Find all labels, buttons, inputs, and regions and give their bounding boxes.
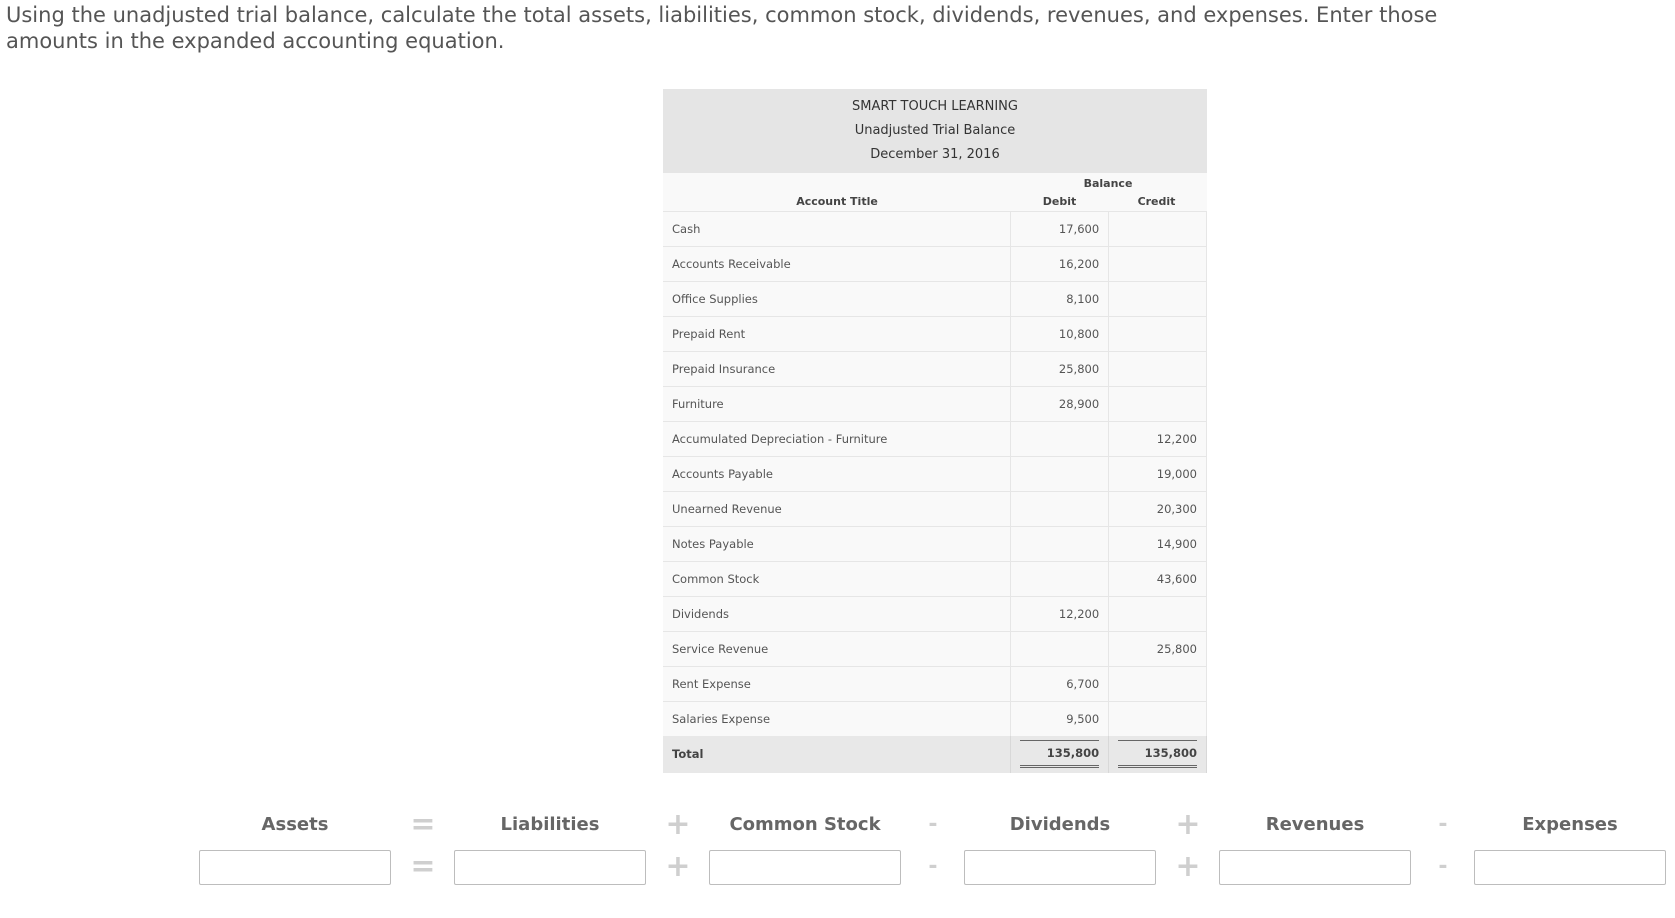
revenues-label: Revenues xyxy=(1265,814,1365,835)
debit-amount xyxy=(1011,562,1109,596)
total-label: Total xyxy=(663,736,1011,773)
balance-group-header: Balance xyxy=(1083,177,1133,190)
plus-sign: + xyxy=(665,807,691,842)
account-name: Accumulated Depreciation - Furniture xyxy=(663,422,1011,456)
expenses-label: Expenses xyxy=(1522,814,1618,835)
account-name: Dividends xyxy=(663,597,1011,631)
debit-amount xyxy=(1011,422,1109,456)
plus-sign: + xyxy=(1175,849,1201,884)
instructions-text: Using the unadjusted trial balance, calculate the total assets, liabilities, common stock, dividends, revenues, and expenses. Enter those amounts in the expanded accounting equation. xyxy=(6,3,1438,53)
account-title-header: Account Title xyxy=(796,195,878,208)
credit-amount xyxy=(1109,597,1207,631)
column-headers xyxy=(663,173,1207,211)
debit-amount: 16,200 xyxy=(1011,247,1109,281)
trial-balance-table xyxy=(663,89,1207,773)
table-row xyxy=(663,386,1207,421)
account-name: Prepaid Rent xyxy=(663,317,1011,351)
table-row xyxy=(663,351,1207,386)
credit-amount xyxy=(1109,212,1207,246)
minus-sign: - xyxy=(928,812,938,837)
expenses-input[interactable] xyxy=(1474,850,1666,885)
minus-sign: - xyxy=(1438,812,1448,837)
total-row xyxy=(663,736,1207,773)
plus-sign: + xyxy=(1175,807,1201,842)
plus-sign: + xyxy=(665,849,691,884)
liabilities-label: Liabilities xyxy=(500,814,600,835)
credit-amount: 12,200 xyxy=(1109,422,1207,456)
account-name: Salaries Expense xyxy=(663,702,1011,736)
table-row xyxy=(663,596,1207,631)
company-name: SMART TOUCH LEARNING xyxy=(852,99,1018,114)
account-name: Accounts Receivable xyxy=(663,247,1011,281)
common-stock-input[interactable] xyxy=(709,850,901,885)
equals-sign: = xyxy=(410,849,436,884)
table-row xyxy=(663,631,1207,666)
equals-sign: = xyxy=(410,807,436,842)
table-row xyxy=(663,526,1207,561)
account-name: Unearned Revenue xyxy=(663,492,1011,526)
dividends-label: Dividends xyxy=(1009,814,1111,835)
table-row xyxy=(663,666,1207,701)
trial-balance-rows xyxy=(663,211,1207,736)
credit-amount xyxy=(1109,247,1207,281)
total-credit: 135,800 xyxy=(1118,740,1197,768)
liabilities-input[interactable] xyxy=(454,850,646,885)
table-row xyxy=(663,211,1207,246)
debit-amount xyxy=(1011,492,1109,526)
credit-amount xyxy=(1109,282,1207,316)
debit-amount: 28,900 xyxy=(1011,387,1109,421)
table-row xyxy=(663,561,1207,596)
account-name: Cash xyxy=(663,212,1011,246)
debit-amount xyxy=(1011,632,1109,666)
credit-amount: 20,300 xyxy=(1109,492,1207,526)
dividends-input[interactable] xyxy=(964,850,1156,885)
debit-header: Debit xyxy=(1042,195,1077,208)
account-name: Office Supplies xyxy=(663,282,1011,316)
table-row xyxy=(663,246,1207,281)
table-row xyxy=(663,316,1207,351)
credit-amount: 19,000 xyxy=(1109,457,1207,491)
credit-amount: 43,600 xyxy=(1109,562,1207,596)
statement-date: December 31, 2016 xyxy=(870,147,1000,162)
equation-labels xyxy=(0,807,1675,842)
table-row xyxy=(663,456,1207,491)
debit-amount: 25,800 xyxy=(1011,352,1109,386)
credit-amount xyxy=(1109,387,1207,421)
debit-amount: 12,200 xyxy=(1011,597,1109,631)
debit-amount: 10,800 xyxy=(1011,317,1109,351)
account-name: Notes Payable xyxy=(663,527,1011,561)
account-name: Accounts Payable xyxy=(663,457,1011,491)
revenues-input[interactable] xyxy=(1219,850,1411,885)
total-debit-cell xyxy=(1011,736,1109,773)
debit-amount: 17,600 xyxy=(1011,212,1109,246)
credit-amount xyxy=(1109,317,1207,351)
account-name: Furniture xyxy=(663,387,1011,421)
account-name: Prepaid Insurance xyxy=(663,352,1011,386)
assets-input[interactable] xyxy=(199,850,391,885)
minus-sign: - xyxy=(928,854,938,879)
credit-amount xyxy=(1109,352,1207,386)
table-row xyxy=(663,421,1207,456)
debit-amount: 8,100 xyxy=(1011,282,1109,316)
debit-amount xyxy=(1011,457,1109,491)
total-credit-cell xyxy=(1109,736,1207,773)
debit-amount xyxy=(1011,527,1109,561)
table-row xyxy=(663,491,1207,526)
credit-amount xyxy=(1109,702,1207,736)
debit-amount: 9,500 xyxy=(1011,702,1109,736)
assets-label: Assets xyxy=(261,814,329,835)
statement-title: Unadjusted Trial Balance xyxy=(854,123,1016,138)
credit-amount: 14,900 xyxy=(1109,527,1207,561)
account-name: Rent Expense xyxy=(663,667,1011,701)
minus-sign: - xyxy=(1438,854,1448,879)
table-row xyxy=(663,281,1207,316)
account-name: Common Stock xyxy=(663,562,1011,596)
account-name: Service Revenue xyxy=(663,632,1011,666)
debit-amount: 6,700 xyxy=(1011,667,1109,701)
equation-inputs xyxy=(0,850,1675,887)
total-debit: 135,800 xyxy=(1020,740,1099,768)
credit-amount: 25,800 xyxy=(1109,632,1207,666)
credit-header: Credit xyxy=(1137,195,1176,208)
credit-amount xyxy=(1109,667,1207,701)
trial-balance-header xyxy=(663,89,1207,173)
table-row xyxy=(663,701,1207,736)
common-stock-label: Common Stock xyxy=(729,814,881,835)
